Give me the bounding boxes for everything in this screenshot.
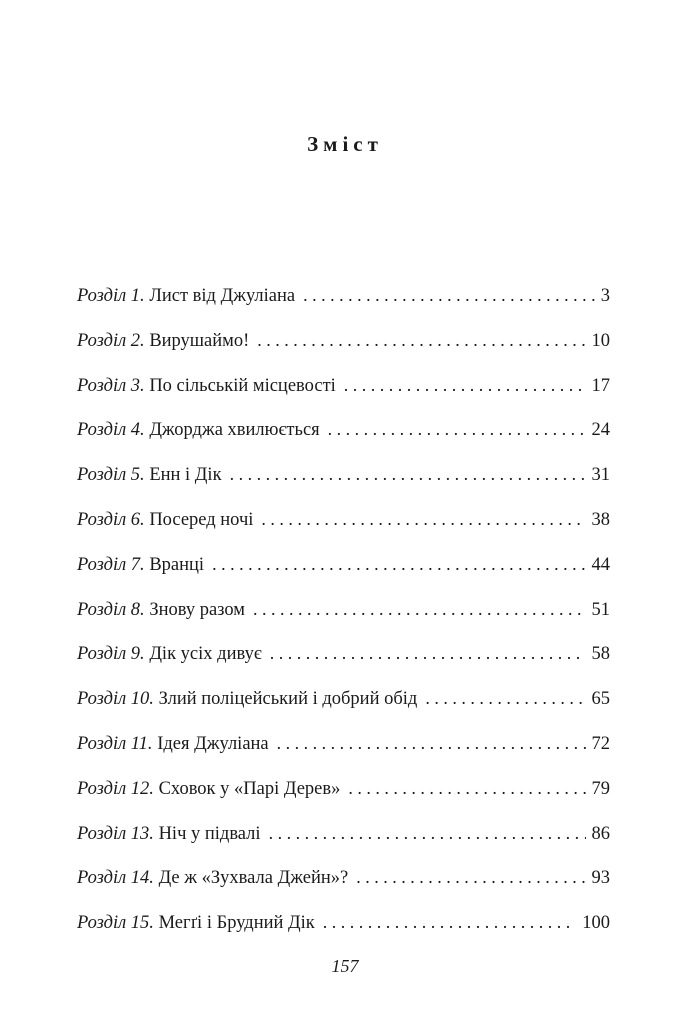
chapter-label: Розділ 8. [77,599,145,620]
page-number: 10 [591,330,610,351]
chapter-title: Дік усіх дивує [149,644,262,665]
dot-leader [425,683,585,713]
dot-leader [303,280,595,310]
page-number: 44 [591,554,610,575]
dot-leader [269,818,586,848]
chapter-label: Розділ 14. [77,868,154,889]
page-number: 79 [591,778,610,799]
dot-leader [257,325,585,355]
dot-leader [212,549,585,579]
folio-page-number: 157 [331,956,359,976]
chapter-label: Розділ 6. [77,509,145,530]
page-number: 65 [591,689,610,710]
dot-leader [356,862,585,892]
page-number: 17 [591,375,610,396]
chapter-title: Мегґі і Брудний Дік [158,913,315,934]
dot-leader [261,504,585,534]
chapter-label: Розділ 2. [77,330,145,351]
chapter-title: Ніч у підвалі [158,823,261,844]
chapter-label: Розділ 13. [77,823,154,844]
toc-entry-4 [77,414,610,459]
chapter-label: Розділ 5. [77,465,145,486]
page-title: Зміст [307,132,383,157]
dot-leader [230,459,586,489]
dot-leader [253,594,586,624]
chapter-label: Розділ 12. [77,778,154,799]
table-of-contents [77,280,610,952]
page-number: 38 [591,509,610,530]
page-number: 31 [591,465,610,486]
page-number: 3 [600,286,610,306]
chapter-label: Розділ 11. [77,733,153,754]
chapter-title: Злий поліцейський і добрий обід [158,689,418,710]
toc-entry-15 [77,907,610,952]
toc-entry-7 [77,549,610,594]
dot-leader [328,414,586,444]
chapter-title: Лист від Джуліана [149,286,296,306]
chapter-title: Знову разом [149,599,245,620]
page-number: 51 [591,599,610,620]
toc-entry-1 [77,280,610,325]
dot-leader [323,907,576,937]
toc-entry-9 [77,638,610,683]
toc-entry-2 [77,325,610,370]
page-number: 72 [591,733,610,754]
page-number: 24 [591,420,610,441]
page-number: 93 [591,868,610,889]
toc-entry-8 [77,594,610,639]
chapter-title: Де ж «Зухвала Джейн»? [158,868,349,889]
chapter-title: Джорджа хвилюється [149,420,320,441]
chapter-label: Розділ 10. [77,689,154,710]
dot-leader [277,728,586,758]
page-number: 58 [591,644,610,665]
chapter-label: Розділ 3. [77,375,145,396]
toc-entry-14 [77,862,610,907]
chapter-title: По сільській місцевості [149,375,336,396]
chapter-label: Розділ 9. [77,644,145,665]
toc-entry-12 [77,773,610,818]
toc-entry-11 [77,728,610,773]
page-number: 86 [591,823,610,844]
dot-leader [344,370,586,400]
chapter-label: Розділ 4. [77,420,145,441]
chapter-title: Сховок у «Парі Дерев» [158,778,341,799]
toc-entry-13 [77,818,610,863]
toc-entry-6 [77,504,610,549]
dot-leader [348,773,585,803]
chapter-title: Енн і Дік [149,465,222,486]
page-number: 100 [582,913,610,934]
chapter-title: Вранці [149,554,205,575]
toc-entry-3 [77,370,610,415]
chapter-title: Посеред ночі [149,509,254,530]
chapter-label: Розділ 15. [77,913,154,934]
chapter-title: Ідея Джуліана [157,733,269,754]
toc-entry-5 [77,459,610,504]
chapter-title: Вирушаймо! [149,330,250,351]
chapter-label: Розділ 7. [77,554,145,575]
chapter-label: Розділ 1. [77,286,145,306]
toc-entry-10 [77,683,610,728]
dot-leader [270,638,586,668]
